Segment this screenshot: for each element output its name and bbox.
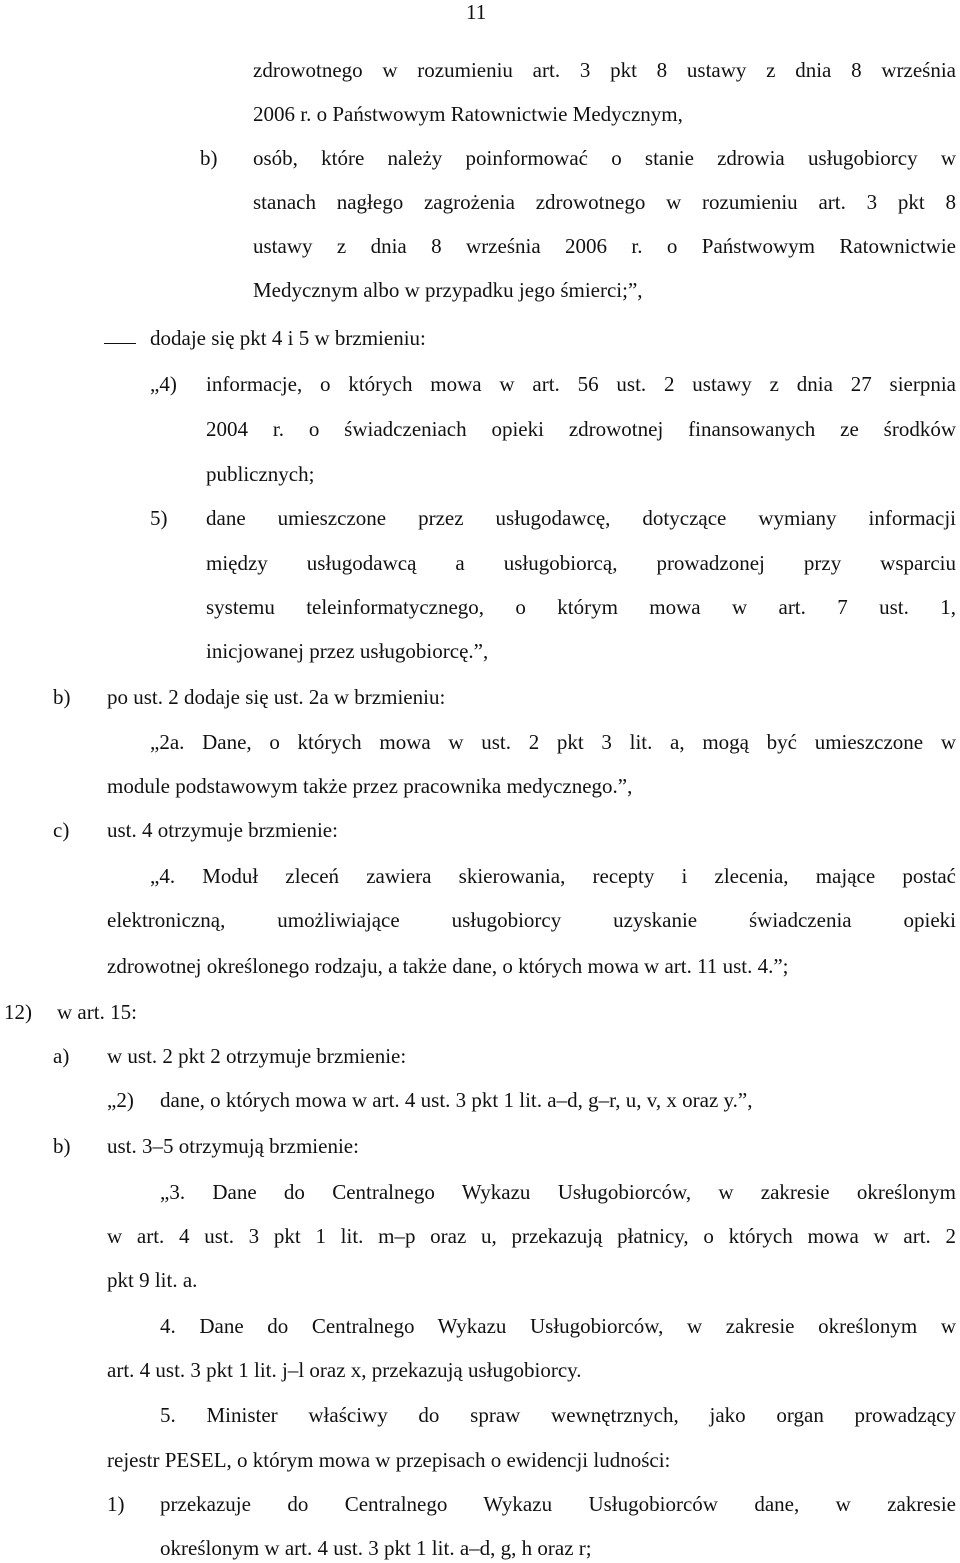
text-line: 5. Minister właściwy do spraw wewnętrznych, jako organ prowadzący [160, 1403, 956, 1427]
text-line: zdrowotnego w rozumieniu art. 3 pkt 8 ustawy z dnia 8 września [253, 58, 956, 82]
text-line: inicjowanej przez usługobiorcę.”, [206, 639, 489, 663]
text-line: dane, o których mowa w art. 4 ust. 3 pkt 1 lit. a–d, g–r, u, v, x oraz y.”, [160, 1088, 753, 1112]
text-line: zdrowotnej określonego rodzaju, a także dane, o których mowa w art. 11 ust. 4.”; [107, 954, 789, 978]
text-line: Medycznym albo w przypadku jego śmierci;”, [253, 278, 643, 302]
text-line: rejestr PESEL, o którym mowa w przepisach o ewidencji ludności: [107, 1448, 671, 1472]
text-line: informacje, o których mowa w art. 56 ust. 2 ustawy z dnia 27 sierpnia [206, 372, 956, 396]
text-line: art. 4 ust. 3 pkt 1 lit. j–l oraz x, przekazują usługobiorcy. [107, 1358, 582, 1382]
text-line: publicznych; [206, 462, 315, 486]
text-line: ust. 4 otrzymuje brzmienie: [107, 818, 338, 842]
text-line: „2a. Dane, o których mowa w ust. 2 pkt 3 lit. a, mogą być umieszczone w [150, 730, 956, 754]
text-line: module podstawowym także przez pracownika medycznego.”, [107, 774, 633, 798]
text-line: w art. 15: [57, 1000, 137, 1024]
list-marker: a) [53, 1044, 70, 1068]
list-marker: b) [53, 1134, 71, 1158]
dash-marker [104, 343, 136, 344]
text-line: dodaje się pkt 4 i 5 w brzmieniu: [150, 326, 426, 350]
text-line: ust. 3–5 otrzymują brzmienie: [107, 1134, 359, 1158]
text-line: „3. Dane do Centralnego Wykazu Usługobiorców, w zakresie określonym [160, 1180, 956, 1204]
page-number: 11 [466, 0, 487, 24]
list-marker: c) [53, 818, 70, 842]
text-line: określonym w art. 4 ust. 3 pkt 1 lit. a–d, g, h oraz r; [160, 1536, 592, 1560]
text-line: ustawy z dnia 8 września 2006 r. o Państwowym Ratownictwie [253, 234, 956, 258]
text-line: 2006 r. o Państwowym Ratownictwie Medycznym, [253, 102, 683, 126]
text-line: „4. Moduł zleceń zawiera skierowania, recepty i zlecenia, mające postać [150, 864, 956, 888]
text-line: dane umieszczone przez usługodawcę, dotyczące wymiany informacji [206, 506, 956, 530]
text-line: stanach nagłego zagrożenia zdrowotnego w rozumieniu art. 3 pkt 8 [253, 190, 956, 214]
list-marker: 5) [150, 506, 168, 530]
text-line: po ust. 2 dodaje się ust. 2a w brzmieniu: [107, 685, 446, 709]
list-marker: 1) [107, 1492, 125, 1516]
list-marker: „4) [150, 372, 177, 396]
text-line: 4. Dane do Centralnego Wykazu Usługobiorców, w zakresie określonym w [160, 1314, 956, 1338]
list-marker: 12) [4, 1000, 32, 1024]
text-line: w art. 4 ust. 3 pkt 1 lit. m–p oraz u, przekazują płatnicy, o których mowa w art. 2 [107, 1224, 956, 1248]
text-line: przekazuje do Centralnego Wykazu Usługobiorców dane, w zakresie [160, 1492, 956, 1516]
text-line: w ust. 2 pkt 2 otrzymuje brzmienie: [107, 1044, 407, 1068]
text-line: między usługodawcą a usługobiorcą, prowadzonej przy wsparciu [206, 551, 956, 575]
text-line: elektroniczną, umożliwiające usługobiorcy uzyskanie świadczenia opieki [107, 908, 956, 932]
text-line: 2004 r. o świadczeniach opieki zdrowotnej finansowanych ze środków [206, 417, 956, 441]
list-marker: „2) [107, 1088, 134, 1112]
text-line: osób, które należy poinformować o stanie zdrowia usługobiorcy w [253, 146, 956, 170]
list-marker: b) [200, 146, 218, 170]
list-marker: b) [53, 685, 71, 709]
text-line: pkt 9 lit. a. [107, 1268, 198, 1292]
text-line: systemu teleinformatycznego, o którym mowa w art. 7 ust. 1, [206, 595, 956, 619]
